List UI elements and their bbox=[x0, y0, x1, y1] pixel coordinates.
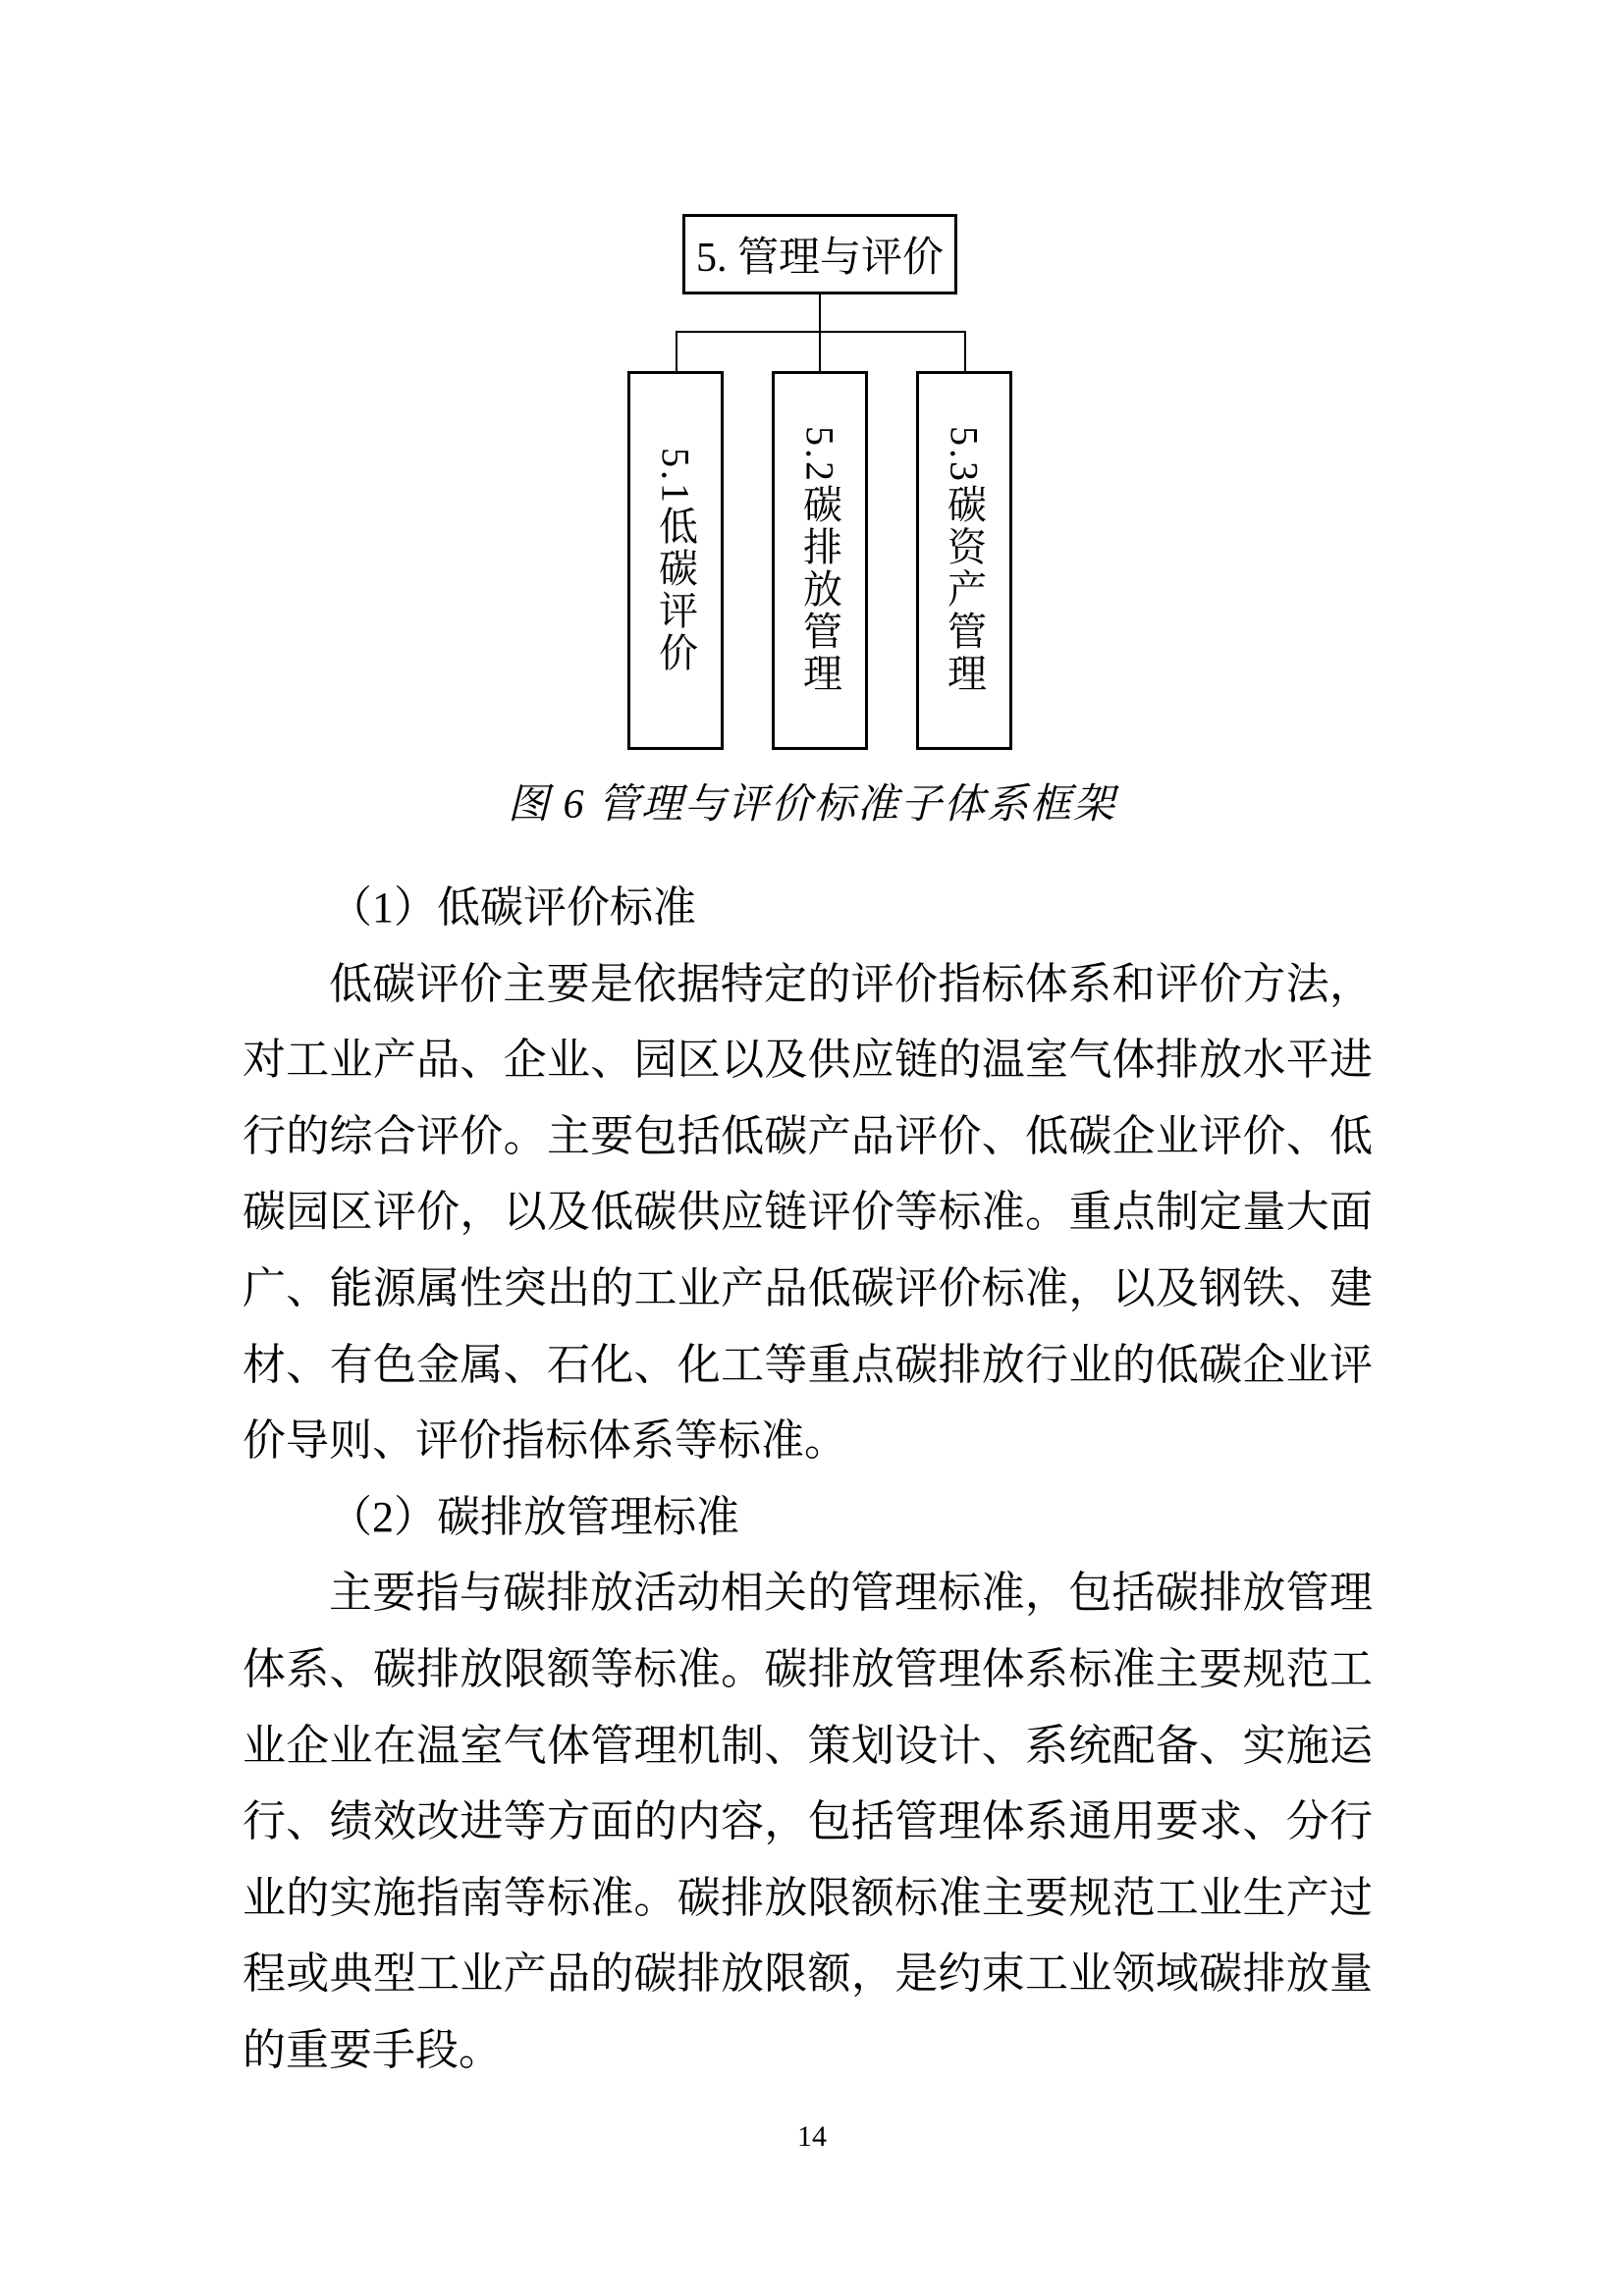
figure-connector-stem bbox=[819, 294, 821, 333]
figure-connector-drop-1 bbox=[676, 331, 677, 373]
body-line: 材、有色金属、石化、化工等重点碳排放行业的低碳企业评 bbox=[243, 1340, 1373, 1389]
body-line: 行的综合评价。主要包括低碳产品评价、低碳企业评价、低 bbox=[243, 1111, 1373, 1160]
figure-connector-drop-2 bbox=[819, 331, 821, 373]
figure-child-box-1 bbox=[627, 371, 724, 750]
figure-connector-drop-3 bbox=[964, 331, 966, 373]
figure-child-label-3: 5.3碳资产管理 bbox=[942, 426, 987, 695]
body-line: 的重要手段。 bbox=[243, 2025, 502, 2074]
body-text bbox=[243, 870, 1373, 2089]
section-1-heading: （1）低碳评价标准 bbox=[329, 883, 696, 932]
body-line: 对工业产品、企业、园区以及供应链的温室气体排放水平进 bbox=[243, 1036, 1373, 1085]
section-2-heading: （2）碳排放管理标准 bbox=[329, 1492, 739, 1541]
body-line: 业的实施指南等标准。碳排放限额标准主要规范工业生产过 bbox=[243, 1873, 1373, 1922]
figure-child-label-2: 5.2碳排放管理 bbox=[797, 426, 842, 695]
figure-child-label-1: 5.1低碳评价 bbox=[653, 447, 698, 674]
body-line: 价导则、评价指标体系等标准。 bbox=[243, 1416, 847, 1466]
body-line: 广、能源属性突出的工业产品低碳评价标准，以及钢铁、建 bbox=[243, 1263, 1373, 1312]
body-line: 碳园区评价，以及低碳供应链评价等标准。重点制定量大面 bbox=[243, 1188, 1373, 1237]
body-line: 行、绩效改进等方面的内容，包括管理体系通用要求、分行 bbox=[243, 1797, 1373, 1846]
figure-child-box-2 bbox=[772, 371, 868, 750]
body-line: 业企业在温室气体管理机制、策划设计、系统配备、实施运 bbox=[243, 1721, 1373, 1770]
figure-connector-bar bbox=[676, 331, 966, 333]
figure-root-box bbox=[682, 214, 957, 294]
page-number: 14 bbox=[797, 2120, 827, 2153]
body-line: 程或典型工业产品的碳排放限额，是约束工业领域碳排放量 bbox=[243, 1949, 1373, 1999]
body-line: 体系、碳排放限额等标准。碳排放管理体系标准主要规范工 bbox=[243, 1644, 1373, 1693]
figure-root-label: 5. 管理与评价 bbox=[695, 236, 944, 281]
body-line: 主要指与碳排放活动相关的管理标准，包括碳排放管理 bbox=[329, 1569, 1373, 1618]
figure-caption: 图 6 管理与评价标准子体系框架 bbox=[507, 782, 1116, 828]
figure-child-box-3 bbox=[916, 371, 1012, 750]
body-line: 低碳评价主要是依据特定的评价指标体系和评价方法， bbox=[329, 959, 1373, 1008]
